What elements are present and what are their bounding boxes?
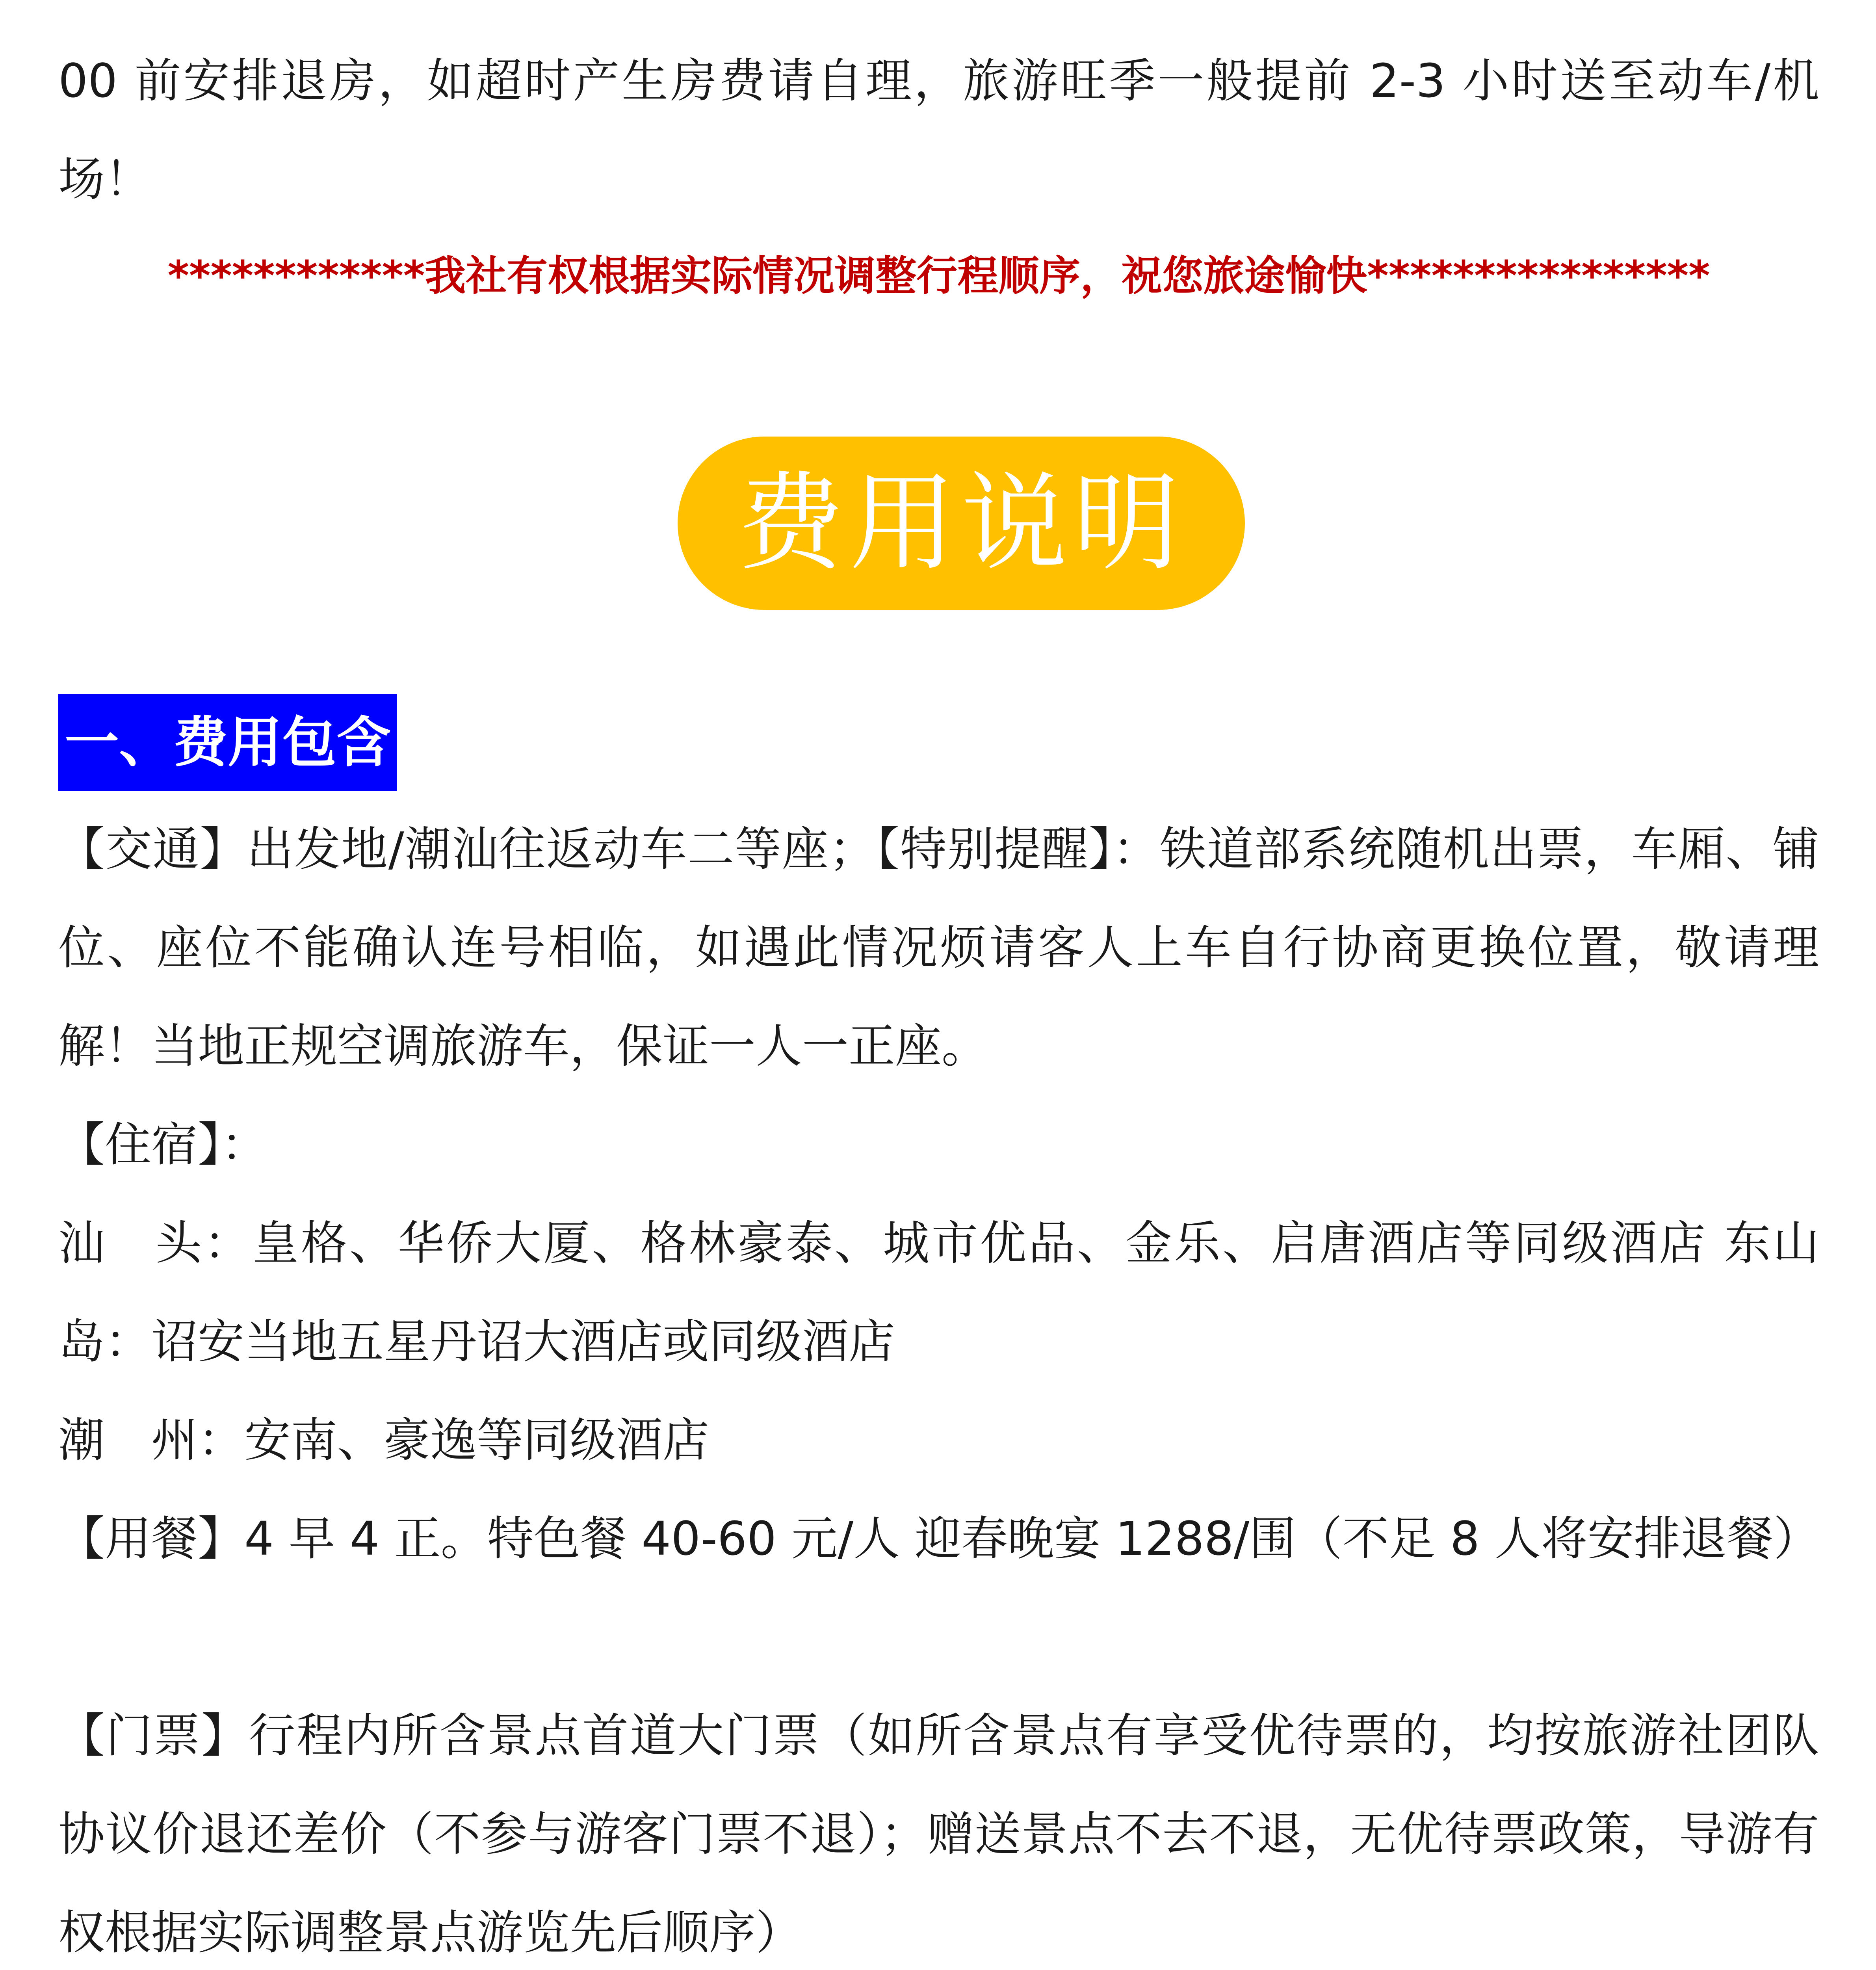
included-meals: 【用餐】4 早 4 正。特色餐 40-60 元/人 迎春晚宴 1288/围（不足 8 人将安排退餐）	[58, 1511, 1820, 1566]
included-transport: 【交通】出发地/潮汕往返动车二等座；【特别提醒】：铁道部系统随机出票，车厢、铺位、座位不能确认连号相临，如遇此情况烦请客人上车自行协商更换位置，敬请理解！当地正规空调旅游车，保证一人一正座。	[58, 822, 1819, 1073]
included-tickets: 【门票】行程内所含景点首道大门票（如所含景点有享受优待票的，均按旅游社团队协议价退还差价（不参与游客门票不退）；赠送景点不去不退，无优待票政策，导游有权根据实际调整景点游览先后顺序）	[58, 1708, 1819, 1960]
fee-title-banner	[678, 437, 1245, 610]
included-lodging-label: 【住宿】：	[58, 1117, 268, 1172]
intro-continuation: 00 前安排退房，如超时产生房费请自理，旅游旺季一般提前 2-3 小时送至动车/机场！	[58, 54, 1819, 206]
included-lodging-chaozhou: 潮 州：安南、豪逸等同级酒店	[58, 1413, 710, 1467]
included-lodging-shantou: 汕 头：皇格、华侨大厦、格林豪泰、城市优品、金乐、启唐酒店等同级酒店 东山岛：诏安当地五星丹诏大酒店或同级酒店	[58, 1216, 1819, 1369]
fee-title-text: 费用说明	[737, 461, 1185, 585]
itinerary-notice: ************我社有权根据实际情况调整行程顺序，祝您旅途愉快****************	[167, 252, 1710, 300]
section-included-heading: 一、费用包含	[58, 694, 397, 791]
